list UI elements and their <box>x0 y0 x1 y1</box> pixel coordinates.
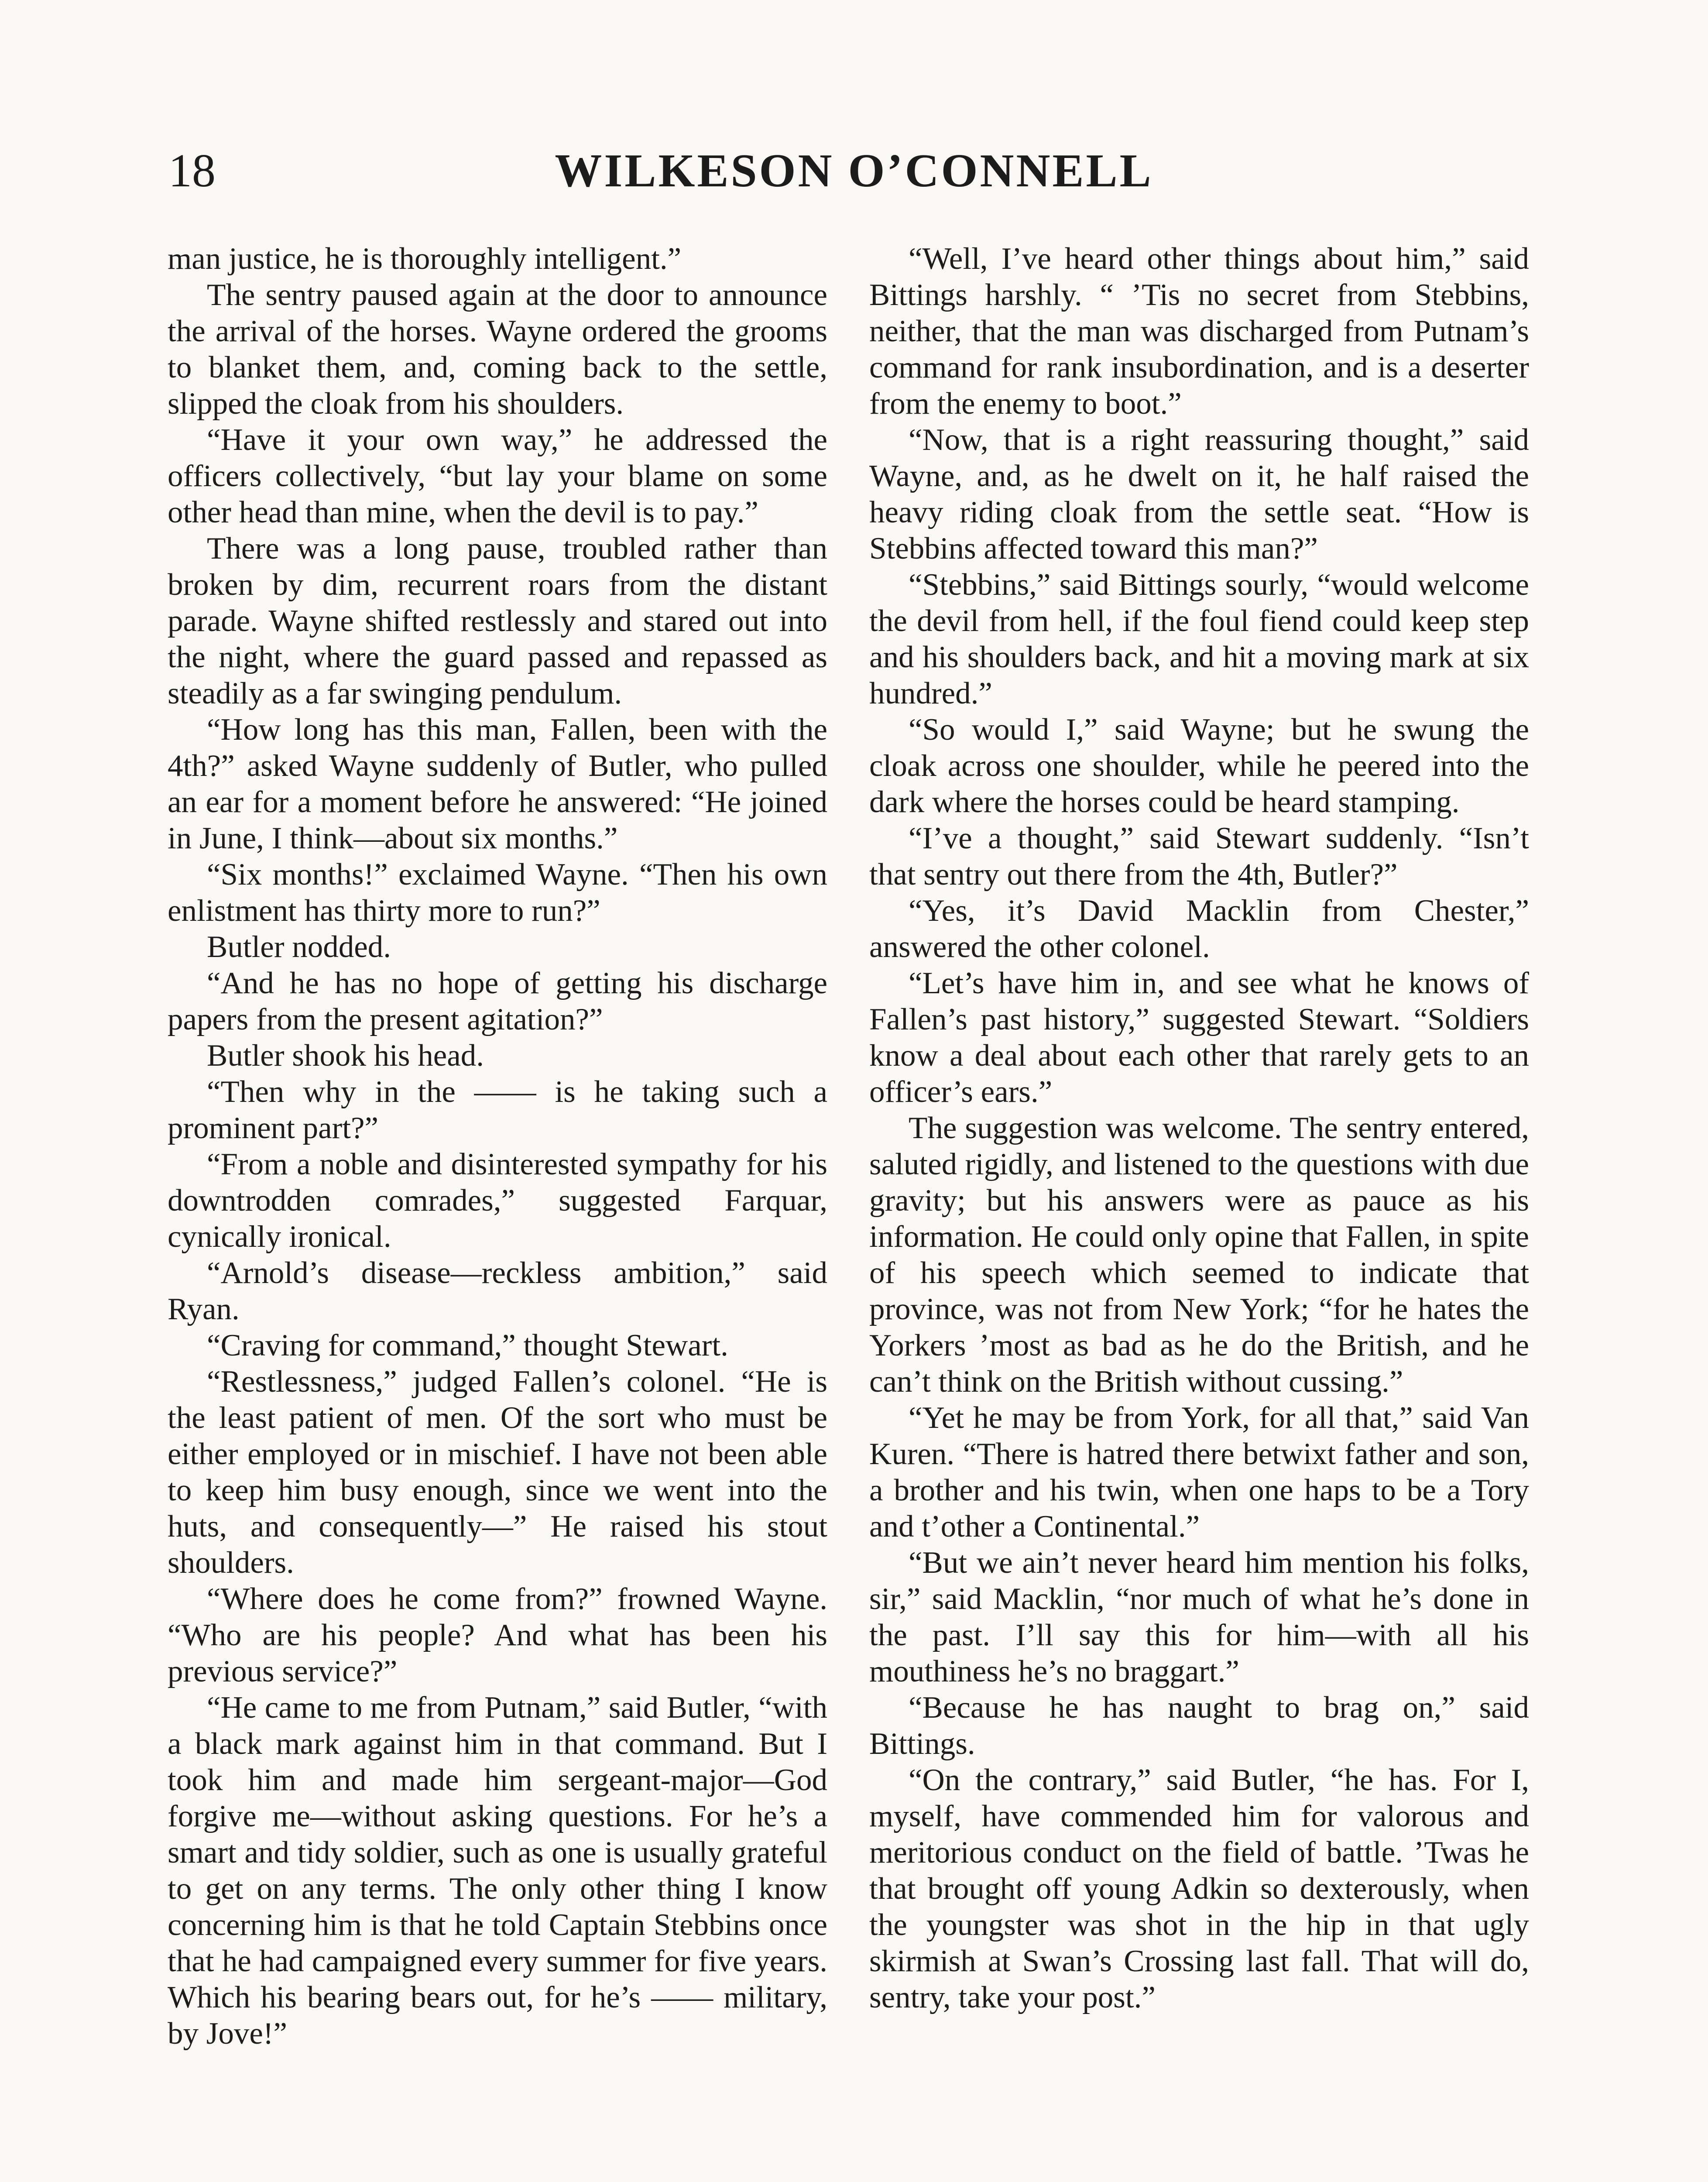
paragraph: “Now, that is a right reassuring thought,” said Wayne, and, as he dwelt on it, he half raised the heavy riding cloak from the settle seat. “How is Stebbins affected toward this man?” <box>869 423 1529 566</box>
paragraph: “On the contrary,” said Butler, “he has. For I, myself, have commended him for valorous and meritorious conduct on the field of battle. ’Twas he that brought off young Adkin so dexterously, when the youngster was shot in the hip in that ugly skirmish at Swan’s Crossing last fall. That will do, sentry, take your post.” <box>869 1763 1529 2014</box>
paragraph: “Well, I’ve heard other things about him,” said Bittings harshly. “ ’Tis no secret from Stebbins, neither, that the man was discharged from Putnam’s command for rank insubordination, and is a deserter from the enemy to boot.” <box>869 242 1529 421</box>
paragraph: “Yet he may be from York, for all that,” said Van Kuren. “There is hatred there betwixt father and son, a brother and his twin, when one haps to be a Tory and t’other a Continental.” <box>869 1401 1529 1544</box>
paragraph: There was a long pause, troubled rather than broken by dim, recurrent roars from the distant parade. Wayne shifted restlessly and stared out into the night, where the guard passed and repassed as steadily as a far swinging pendulum. <box>168 532 827 710</box>
paragraph: “Craving for command,” thought Stewart. <box>207 1328 728 1362</box>
paragraph: “Yes, it’s David Macklin from Chester,” answered the other colonel. <box>869 894 1529 964</box>
paragraph: “And he has no hope of getting his discharge papers from the present agitation?” <box>168 966 827 1036</box>
paragraph: Butler nodded. <box>207 930 391 964</box>
paragraph: man justice, he is thoroughly intelligent.” <box>168 242 682 276</box>
paragraph: “Stebbins,” said Bittings sourly, “would welcome the devil from hell, if the foul fiend could keep step and his shoulders back, and hit a moving mark at six hundred.” <box>869 568 1529 710</box>
paragraph: “But we ain’t never heard him mention his folks, sir,” said Macklin, “nor much of what he’s done in the past. I’ll say this for him—with all his mouthiness he’s no braggart.” <box>869 1546 1529 1688</box>
paragraph: “From a noble and disinterested sympathy for his downtrodden comrades,” suggested Farquar, cynically ironical. <box>168 1147 827 1254</box>
left-column <box>168 241 827 2052</box>
right-column <box>869 241 1529 2016</box>
paragraph: “Let’s have him in, and see what he knows of Fallen’s past history,” suggested Stewart. “Soldiers know a deal about each other that rarely gets to an officer’s ears.” <box>869 966 1529 1109</box>
paragraph: “I’ve a thought,” said Stewart suddenly. “Isn’t that sentry out there from the 4th, Butler?” <box>869 821 1529 892</box>
paragraph: “He came to me from Putnam,” said Butler, “with a black mark against him in that command. But I took him and made him sergeant-major—God forgive me—without asking questions. For he’s a smart and tidy soldier, such as one is usually grateful to get on any terms. The only other thing I know concerning him is that he told Captain Stebbins once that he had campaigned every summer for five years. Which his bearing bears out, for he’s —— military, by Jove!” <box>168 1691 827 2051</box>
paragraph: “So would I,” said Wayne; but he swung the cloak across one shoulder, while he peered into the dark where the horses could be heard stamping. <box>869 713 1529 819</box>
page-number: 18 <box>168 145 216 197</box>
paragraph: “Where does he come from?” frowned Wayne. “Who are his people? And what has been his previous service?” <box>168 1582 827 1688</box>
paragraph: “Because he has naught to brag on,” said Bittings. <box>869 1691 1529 1761</box>
paragraph: “Have it your own way,” he addressed the officers collectively, “but lay your blame on some other head than mine, when the devil is to pay.” <box>168 423 827 529</box>
paragraph: “How long has this man, Fallen, been with the 4th?” asked Wayne suddenly of Butler, who pulled an ear for a moment before he answered: “He joined in June, I think—about six months.” <box>168 713 827 855</box>
paragraph: The suggestion was welcome. The sentry entered, saluted rigidly, and listened to the questions with due gravity; but his answers were as pauce as his information. He could only opine that Fallen, in spite of his speech which seemed to indicate that province, was not from New York; “for he hates the Yorkers ’most as bad as he do the British, and he can’t think on the British without cussing.” <box>869 1111 1529 1399</box>
paragraph: “Restlessness,” judged Fallen’s colonel. “He is the least patient of men. Of the sort who must be either employed or in mischief. I have not been able to keep him busy enough, since we went into the huts, and consequently—” He raised his stout shoulders. <box>168 1365 827 1580</box>
page-header: WILKESON O’CONNELL <box>555 145 1153 197</box>
paragraph: Butler shook his head. <box>207 1039 484 1073</box>
paragraph: “Arnold’s disease—reckless ambition,” said Ryan. <box>168 1256 827 1326</box>
paragraph: “Six months!” exclaimed Wayne. “Then his own enlistment has thirty more to run?” <box>168 858 827 928</box>
paragraph: “Then why in the —— is he taking such a prominent part?” <box>168 1075 827 1145</box>
paragraph: The sentry paused again at the door to announce the arrival of the horses. Wayne ordered the grooms to blanket them, and, coming back to the settle, slipped the cloak from his shoulders. <box>168 278 827 421</box>
